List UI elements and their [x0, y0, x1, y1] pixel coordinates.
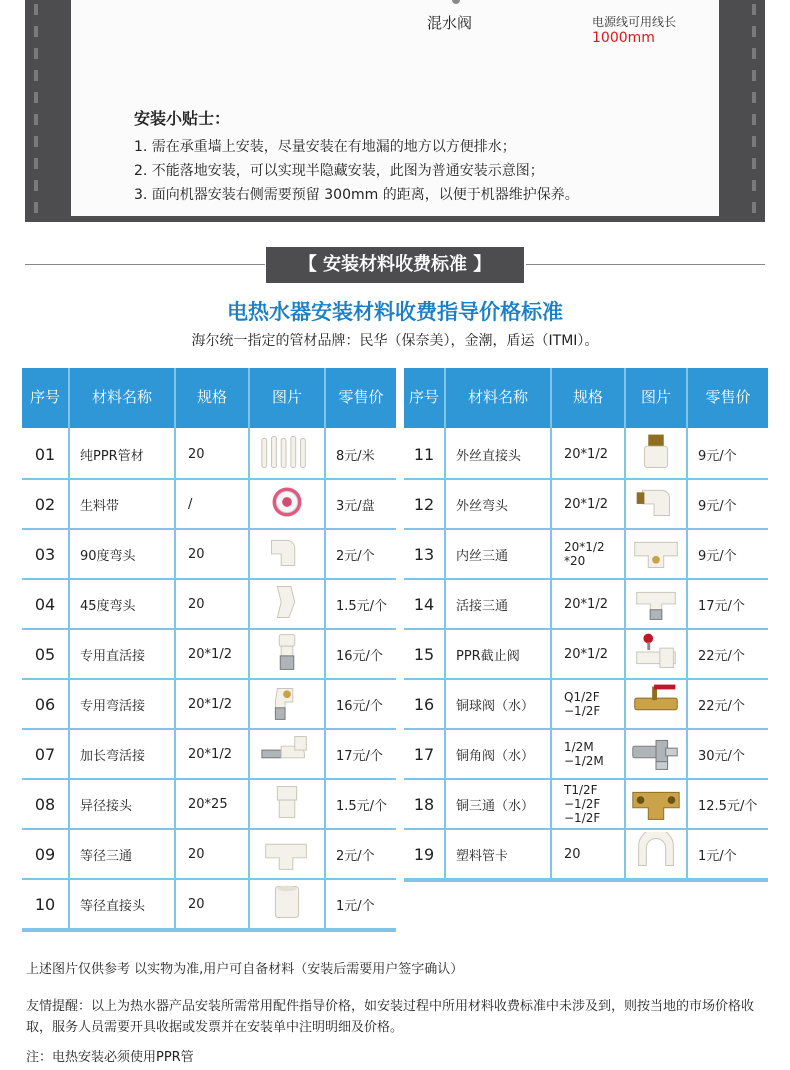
- material-spec: [552, 580, 624, 628]
- material-name-text: 45度弯头: [80, 598, 136, 614]
- table-row: [22, 580, 396, 630]
- material-spec: [176, 630, 248, 678]
- header-spec: 规格: [176, 368, 248, 430]
- material-picture: [626, 480, 686, 528]
- long-elbow-union-icon: [258, 732, 316, 776]
- price-table-left: [22, 368, 396, 932]
- material-spec: [176, 680, 248, 728]
- retail-price: [326, 730, 396, 778]
- item-number: [404, 480, 444, 528]
- material-spec: [552, 630, 624, 678]
- material-spec-text: 20*25: [188, 796, 228, 812]
- retail-price-text: 16元/个: [336, 648, 383, 664]
- retail-price: [326, 680, 396, 728]
- retail-price-text: 2元/个: [336, 548, 375, 564]
- table-row: [22, 780, 396, 830]
- table-row: [404, 580, 768, 630]
- material-name: [70, 880, 174, 928]
- tip-1: 1. 需在承重墙上安装，尽量安装在有地漏的地方以方便排水；: [134, 139, 516, 155]
- page-title: 电热水器安装材料收费指导价格标准: [227, 300, 563, 324]
- material-picture: [250, 480, 324, 528]
- material-picture: [250, 880, 324, 928]
- material-spec-text: 20: [188, 446, 205, 462]
- item-number-text: 13: [413, 544, 435, 564]
- table-row: [404, 780, 768, 830]
- material-picture: [250, 830, 324, 878]
- item-number: [22, 430, 68, 478]
- retail-price: [688, 730, 768, 778]
- item-number-text: 15: [413, 644, 435, 664]
- retail-price: [326, 830, 396, 878]
- material-picture: [626, 780, 686, 828]
- brand-subtitle: 海尔统一指定的管材品牌：民华（保奈美），金潮，盾运（ITMI）。: [191, 333, 599, 349]
- material-spec: [176, 730, 248, 778]
- material-picture: [250, 730, 324, 778]
- material-name-text: 专用弯活接: [80, 698, 146, 714]
- header-picture: 图片: [626, 368, 686, 430]
- item-number: [22, 480, 68, 528]
- table-row: [404, 630, 768, 680]
- table-row: [22, 630, 396, 680]
- ppr-pipe-icon: [258, 432, 316, 476]
- item-number: [404, 430, 444, 478]
- material-spec-text: 20: [188, 546, 205, 562]
- material-name-text: 等径三通: [80, 848, 133, 864]
- table-row: [22, 530, 396, 580]
- reducer-icon: [258, 782, 316, 826]
- material-spec: [552, 730, 624, 778]
- material-name: [70, 530, 174, 578]
- material-name-text: 铜球阀（水）: [456, 698, 535, 714]
- tip-2: 2. 不能落地安装，可以实现半隐藏安装，此图为普通安装示意图；: [134, 163, 544, 179]
- retail-price: [326, 880, 396, 928]
- female-tee-icon: [627, 532, 685, 576]
- material-picture: [250, 780, 324, 828]
- retail-price-text: 17元/个: [698, 598, 745, 614]
- male-coupling-icon: [627, 432, 685, 476]
- material-spec-text: 20*1/2: [188, 696, 232, 712]
- item-number-text: 09: [34, 844, 56, 864]
- retail-price-text: 9元/个: [698, 448, 737, 464]
- item-number: [404, 580, 444, 628]
- material-spec-text: 20: [564, 846, 581, 862]
- item-number-text: 04: [34, 594, 56, 614]
- elbow-90-icon: [258, 532, 316, 576]
- table-header: [404, 368, 768, 430]
- section-divider-left: [25, 264, 265, 265]
- tips-title: 安装小贴士：: [134, 109, 231, 128]
- material-name-text: 专用直活接: [80, 648, 146, 664]
- material-spec: [176, 430, 248, 478]
- material-picture: [626, 830, 686, 878]
- retail-price-text: 22元/个: [698, 698, 745, 714]
- retail-price: [326, 530, 396, 578]
- ptfe-tape-icon: [258, 482, 316, 526]
- item-number: [22, 530, 68, 578]
- item-number: [404, 830, 444, 878]
- item-number: [404, 730, 444, 778]
- header-no: 序号: [404, 368, 444, 430]
- item-number: [404, 530, 444, 578]
- material-name-text: PPR截止阀: [456, 648, 520, 664]
- material-picture: [626, 680, 686, 728]
- material-spec: [176, 580, 248, 628]
- friendly-reminder: 友情提醒：以上为热水器产品安装所需常用配件指导价格，如安装过程中所用材料收费标准中未涉及到，则按当地的市场价格收取，服务人员需要开具收据或发票并在安装单中注明明细及价格。: [26, 999, 755, 1035]
- header-spec: 规格: [552, 368, 624, 430]
- material-name: [70, 730, 174, 778]
- material-name: [446, 530, 550, 578]
- material-spec-text: Q1/2F −1/2F: [564, 690, 601, 718]
- table-row: [404, 430, 768, 480]
- material-name: [446, 630, 550, 678]
- material-name: [446, 830, 550, 878]
- retail-price-text: 1元/个: [698, 848, 737, 864]
- header-name: 材料名称: [446, 368, 550, 430]
- item-number-text: 18: [413, 794, 435, 814]
- material-name: [446, 680, 550, 728]
- material-name: [446, 580, 550, 628]
- material-picture: [626, 430, 686, 478]
- material-name: [70, 430, 174, 478]
- material-spec-text: 20: [188, 846, 205, 862]
- material-spec-text: 20*1/2: [564, 646, 608, 662]
- retail-price: [688, 680, 768, 728]
- section-divider-right: [526, 264, 765, 265]
- material-spec: [552, 780, 624, 828]
- table-row: [22, 730, 396, 780]
- item-number-text: 16: [413, 694, 435, 714]
- material-spec: [176, 480, 248, 528]
- retail-price: [688, 780, 768, 828]
- item-number-text: 01: [34, 444, 56, 464]
- retail-price: [688, 480, 768, 528]
- item-number-text: 03: [34, 544, 56, 564]
- material-spec-text: 20*1/2: [564, 596, 608, 612]
- table-row: [22, 680, 396, 730]
- material-name-text: 异径接头: [80, 798, 133, 814]
- header-picture: 图片: [250, 368, 324, 430]
- material-picture: [250, 680, 324, 728]
- retail-price: [326, 630, 396, 678]
- equal-tee-icon: [258, 832, 316, 876]
- item-number-text: 11: [413, 444, 435, 464]
- table-row: [404, 530, 768, 580]
- retail-price-text: 30元/个: [698, 748, 745, 764]
- material-name-text: 铜三通（水）: [456, 798, 535, 814]
- material-spec-text: 20: [188, 596, 205, 612]
- item-number: [22, 830, 68, 878]
- retail-price-text: 22元/个: [698, 648, 745, 664]
- retail-price: [688, 830, 768, 878]
- material-spec-text: 20*1/2: [564, 446, 608, 462]
- union-tee-icon: [627, 582, 685, 626]
- retail-price-text: 12.5元/个: [698, 798, 758, 814]
- retail-price: [326, 480, 396, 528]
- table-row: [404, 480, 768, 530]
- item-number-text: 07: [34, 744, 56, 764]
- table-row: [404, 680, 768, 730]
- pipe-clip-icon: [627, 832, 685, 876]
- material-spec-text: 20: [188, 896, 205, 912]
- retail-price-text: 16元/个: [336, 698, 383, 714]
- item-number-text: 06: [34, 694, 56, 714]
- material-spec-text: 20*1/2: [188, 646, 232, 662]
- header-price: 零售价: [326, 368, 396, 430]
- item-number: [404, 680, 444, 728]
- table-header: [22, 368, 396, 430]
- price-table-right: [404, 368, 768, 882]
- material-name-text: 活接三通: [456, 598, 509, 614]
- retail-price-text: 1.5元/个: [336, 598, 388, 614]
- retail-price: [326, 780, 396, 828]
- material-name: [446, 430, 550, 478]
- table-row: [22, 430, 396, 480]
- retail-price: [326, 430, 396, 478]
- retail-price: [688, 430, 768, 478]
- item-number: [22, 880, 68, 928]
- power-cord-length: 1000mm: [592, 30, 655, 46]
- material-name-text: 内丝三通: [456, 548, 509, 564]
- male-elbow-icon: [627, 482, 685, 526]
- material-spec: [552, 680, 624, 728]
- material-name-text: 生料带: [80, 498, 120, 514]
- item-number-text: 05: [34, 644, 56, 664]
- material-name: [446, 730, 550, 778]
- item-number: [22, 680, 68, 728]
- material-name: [70, 630, 174, 678]
- ball-valve-icon: [627, 682, 685, 726]
- material-name: [70, 830, 174, 878]
- material-spec: [176, 530, 248, 578]
- material-name-text: 塑料管卡: [456, 848, 509, 864]
- ppr-requirement-note: 注：电热安装必须使用PPR管: [26, 1050, 194, 1065]
- section-title: 【 安装材料收费标准 】: [266, 247, 524, 283]
- material-name-text: 等径直接头: [80, 898, 146, 914]
- material-name: [446, 780, 550, 828]
- item-number: [404, 780, 444, 828]
- coupling-icon: [258, 882, 316, 926]
- material-picture: [626, 580, 686, 628]
- material-name: [70, 580, 174, 628]
- header-no: 序号: [22, 368, 68, 430]
- item-number: [22, 780, 68, 828]
- tip-3: 3. 面向机器安装右侧需要预留 300mm 的距离，以便于机器维护保养。: [134, 187, 579, 203]
- material-picture: [250, 580, 324, 628]
- retail-price: [688, 580, 768, 628]
- material-spec-text: 1/2M −1/2M: [564, 740, 604, 768]
- item-number-text: 17: [413, 744, 435, 764]
- retail-price-text: 9元/个: [698, 548, 737, 564]
- header-price: 零售价: [688, 368, 768, 430]
- material-name: [446, 480, 550, 528]
- retail-price: [326, 580, 396, 628]
- elbow-45-icon: [258, 582, 316, 626]
- material-spec-text: 20*1/2: [564, 496, 608, 512]
- item-number: [22, 630, 68, 678]
- straight-union-icon: [258, 632, 316, 676]
- material-name-text: 铜角阀（水）: [456, 748, 535, 764]
- material-picture: [250, 530, 324, 578]
- disclaimer-note: 上述图片仅供参考 以实物为准,用户可自备材料（安装后需要用户签字确认）: [26, 962, 464, 977]
- item-number-text: 14: [413, 594, 435, 614]
- table-row: [22, 880, 396, 930]
- table-row: [22, 480, 396, 530]
- material-name: [70, 780, 174, 828]
- table-row: [404, 730, 768, 780]
- item-number: [404, 630, 444, 678]
- material-name: [70, 680, 174, 728]
- elbow-union-icon: [258, 682, 316, 726]
- mixer-valve-label: 混水阀: [427, 14, 473, 32]
- table-row: [404, 830, 768, 880]
- stop-valve-icon: [627, 632, 685, 676]
- right-decor-strip: [743, 0, 765, 222]
- retail-price-text: 1.5元/个: [336, 798, 388, 814]
- material-name-text: 加长弯活接: [80, 748, 146, 764]
- item-number-text: 02: [34, 494, 56, 514]
- material-name-text: 纯PPR管材: [80, 448, 144, 464]
- item-number-text: 19: [413, 844, 435, 864]
- material-picture: [626, 530, 686, 578]
- material-picture: [626, 630, 686, 678]
- material-spec-text: 20*1/2: [188, 746, 232, 762]
- material-name-text: 90度弯头: [80, 548, 136, 564]
- material-picture: [626, 730, 686, 778]
- material-spec-text: /: [188, 496, 193, 512]
- material-spec: [552, 530, 624, 578]
- material-spec-text: T1/2F −1/2F −1/2F: [564, 783, 601, 825]
- power-cord-label: 电源线可用线长: [592, 15, 677, 29]
- item-number-text: 08: [34, 794, 56, 814]
- material-spec: [552, 830, 624, 878]
- retail-price-text: 2元/个: [336, 848, 375, 864]
- material-spec: [552, 480, 624, 528]
- retail-price: [688, 630, 768, 678]
- header-name: 材料名称: [70, 368, 174, 430]
- brass-tee-icon: [627, 782, 685, 826]
- left-decor-strip: [25, 0, 47, 222]
- retail-price: [688, 530, 768, 578]
- material-spec-text: 20*1/2 *20: [564, 540, 605, 568]
- retail-price-text: 9元/个: [698, 498, 737, 514]
- material-picture: [250, 630, 324, 678]
- angle-valve-icon: [627, 732, 685, 776]
- retail-price-text: 3元/盘: [336, 498, 375, 514]
- material-spec: [176, 880, 248, 928]
- material-name-text: 外丝直接头: [456, 448, 522, 464]
- item-number-text: 10: [34, 894, 56, 914]
- retail-price-text: 1元/个: [336, 898, 375, 914]
- item-number-text: 12: [413, 494, 435, 514]
- material-spec: [176, 830, 248, 878]
- material-picture: [250, 430, 324, 478]
- retail-price-text: 8元/米: [336, 448, 375, 464]
- material-name: [70, 480, 174, 528]
- retail-price-text: 17元/个: [336, 748, 383, 764]
- table-row: [22, 830, 396, 880]
- material-name-text: 外丝弯头: [456, 498, 509, 514]
- material-spec: [552, 430, 624, 478]
- material-spec: [176, 780, 248, 828]
- item-number: [22, 580, 68, 628]
- item-number: [22, 730, 68, 778]
